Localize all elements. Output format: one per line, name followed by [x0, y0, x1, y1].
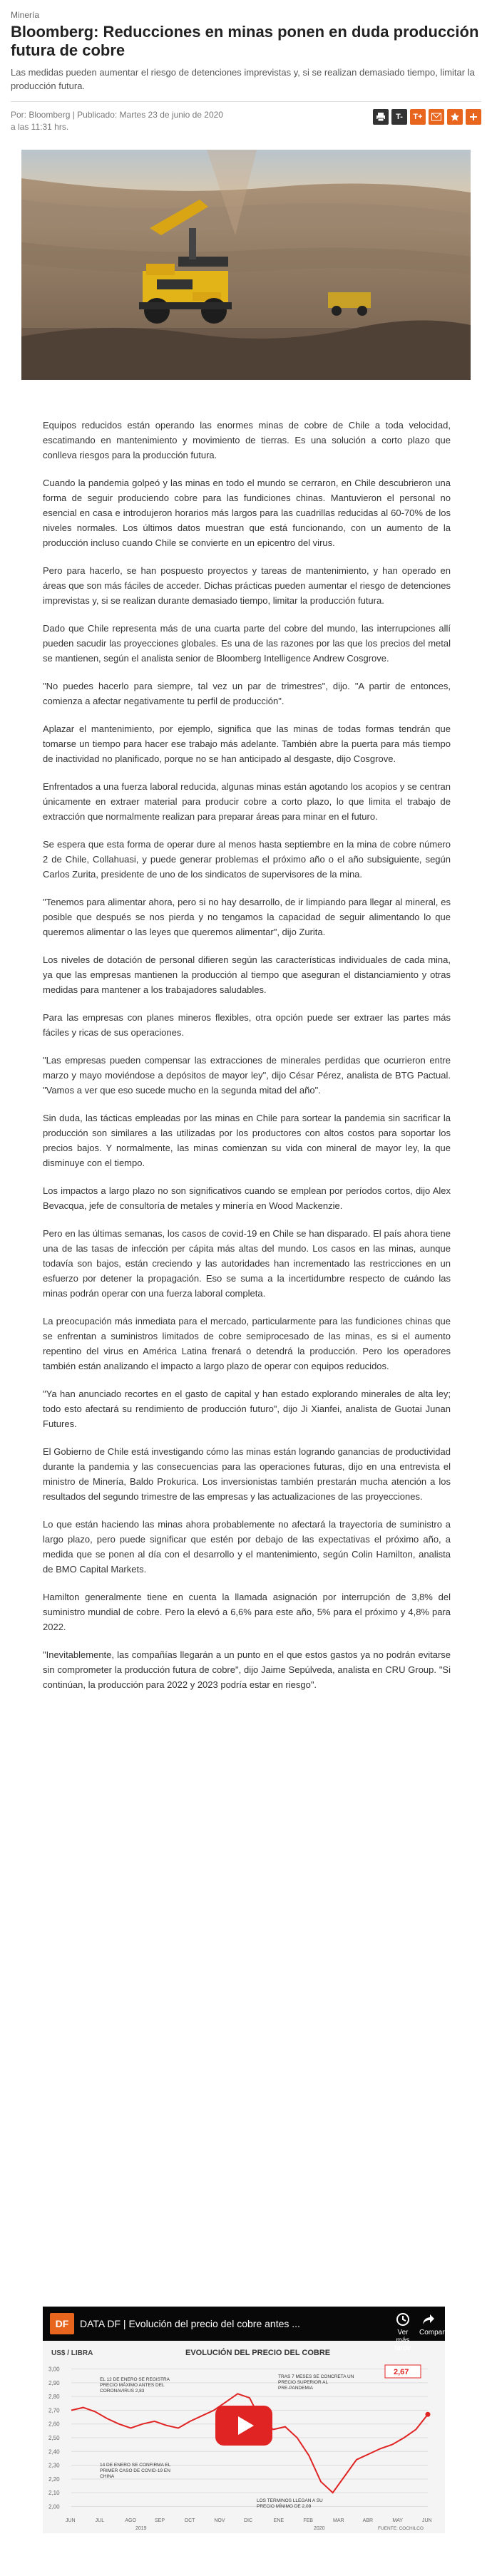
more-icon[interactable] [466, 109, 481, 125]
chart-ytick-label: 2,90 [48, 2379, 60, 2386]
article-paragraph: Se espera que esta forma de operar dure al menos hasta septiembre en la mina de cobre número 2 de Chile, Collahuasi, y puede generar problemas el próximo año o el año subsiguiente, según Carlos Zurita, presidente de uno de los sindicatos de supervisores de la mina. [43, 839, 451, 880]
header-divider [11, 101, 481, 102]
video-player[interactable] [43, 2307, 451, 2533]
chart-ytick-label: 2,00 [48, 2503, 60, 2510]
chart-xtick-label: JUL [95, 2518, 105, 2523]
chart-xtick-label: MAY [392, 2518, 403, 2523]
article-paragraph: "Las empresas pueden compensar las extracciones de minerales perdidas que ocurrieron entre marzo y mayo moviéndose a depósitos de mayor ley", dijo César Pérez, analista de BTG Pactual. "Vamos a ver que eso sucede mucho en la segunda mitad del año". [43, 1055, 451, 1096]
chart-source: FUENTE: COCHILCO [378, 2526, 424, 2531]
chart-year-label: 2019 [135, 2526, 147, 2531]
article-paragraph: "Inevitablemente, las compañías llegarán a un punto en el que estos gastos ya no podrán evitarse sin comprometer la producción futura de cobre", dijo Jaime Sepúlveda, analista en CRU Group. "Si continúan, la producción para 2022 y 2023 podría estar en riesgo". [43, 1649, 451, 1690]
chart-xtick-label: SEP [155, 2518, 165, 2523]
chart-xtick-label: OCT [184, 2518, 195, 2523]
article-paragraph: Enfrentados a una fuerza laboral reducida, algunas minas están agotando los acopios y se centran únicamente en extraer material para producir cobre a corto plazo, lo que limita el trabajo de extracción que normalmente realizan para preparar áreas para minar en el futuro. [43, 781, 451, 822]
article-header [0, 0, 492, 135]
chart-annotation: TRAS 7 MESES SE CONCRETA UN [278, 2374, 354, 2379]
increase-font-button[interactable]: T+ [410, 109, 426, 125]
play-button[interactable] [215, 2406, 272, 2446]
chart-year-label: 2020 [314, 2526, 325, 2531]
article-paragraph: Lo que están haciendo las minas ahora probablemente no afectará la trayectoria de suministro a largo plazo, pero puede significar que estén por debajo de las expectativas el próximo año, a medida que se ponen al día con el desarrollo y el mantenimiento, según Colin Hamilton, analista de BMO Capital Markets. [43, 1519, 451, 1575]
chart-ylabel: US$ / LIBRA [51, 2349, 93, 2357]
chart-annotation: EL 12 DE ENERO SE REGISTRA [100, 2377, 170, 2382]
article-paragraph: Hamilton generalmente tiene en cuenta la llamada asignación por interrupción de 3,8% del suministro mundial de cobre. Pero la elevó a 6,6% para este año, 5% para el próximo y 4,8% para 2022. [43, 1592, 451, 1632]
share-label: Compartir [419, 2329, 451, 2337]
article-paragraph: Pero en las últimas semanas, los casos de covid-19 en Chile se han disparado. El país ahora tiene una de las tasas de infección per cápita más altas del mundo. Los casos en las minas, aunque todavía son bajos, están creciendo y las autoridades han incrementado las restricciones en un esfuerzo por detener la propagación. Eso se suma a la incertidumbre respecto de cuándo las minas podrán operar con una fuerza laboral completa. [43, 1228, 451, 1299]
byline: Por: Bloomberg | Publicado: Martes 23 de junio de 2020 a las 11:31 hrs. [11, 110, 223, 132]
clock-icon [396, 2312, 410, 2327]
page-title: Bloomberg: Reducciones en minas ponen en duda producción futura de cobre [11, 23, 479, 59]
chart-ytick-label: 2,30 [48, 2462, 60, 2469]
article-tools [373, 109, 481, 125]
chart-annotation: PRECIO MÍNIMO DE 2,09 [257, 2504, 312, 2509]
chart-annotation: CORONAVIRUS 2,83 [100, 2389, 145, 2394]
chart-ytick-label: 3,00 [48, 2366, 60, 2373]
byline-row [11, 109, 481, 135]
chart-annotation: PRECIO MÁXIMO ANTES DEL [100, 2383, 165, 2388]
chart-annotation: 14 DE ENERO SE CONFIRMA EL [100, 2463, 171, 2468]
chart-ytick-label: 2,70 [48, 2407, 60, 2414]
article-paragraph: Los impactos a largo plazo no son significativos cuando se emplean por períodos cortos, dijo Alex Bevacqua, jefe de consultoría de metales y minería en Wood Mackenzie. [43, 1185, 451, 1211]
chart-last-point [426, 2412, 431, 2417]
print-icon[interactable] [373, 109, 389, 125]
article-body [43, 418, 451, 1705]
chart-xtick-label: ENE [273, 2518, 285, 2523]
article-paragraph: Para las empresas con planes mineros flexibles, otra opción puede ser extraer las partes más fáciles y ricas de sus operaciones. [43, 1012, 451, 1038]
decrease-font-button[interactable]: T- [391, 109, 407, 125]
df-logo[interactable]: DF [50, 2313, 74, 2334]
chart-annotation: PRIMER CASO DE COVID-19 EN [100, 2468, 170, 2473]
article-paragraph: Dado que Chile representa más de una cuarta parte del cobre del mundo, las interrupciones allí pueden sacudir las proyecciones globales. Es una de las razones por las que los precios del metal se mantienen, según el analista senior de Bloomberg Intelligence Andrew Cosgrove. [43, 623, 451, 664]
article-paragraph: Sin duda, las tácticas empleadas por las minas en Chile para sortear la pandemia sin sacrificar la producción son similares a las utilizadas por los productores con altos costos para soportar los precios bajos. Y normalmente, las minas comienzan su vida con mineral de mayor ley, la que disminuye con el tiempo. [43, 1113, 451, 1168]
play-icon [238, 2416, 254, 2435]
hero-image [21, 150, 471, 380]
chart-ytick-label: 2,80 [48, 2394, 60, 2401]
share-button[interactable] [419, 2312, 451, 2337]
chart-xtick-label: FEB [303, 2518, 313, 2523]
article-paragraph: Aplazar el mantenimiento, por ejemplo, significa que las minas de todas formas tendrán que tomarse un tiempo para hacer ese trabajo más adelante. También abre la puerta para más tiempo de inactividad no planificado, porque no se han anticipado al desgaste, dijo Cosgrove. [43, 723, 451, 764]
chart-xtick-label: DIC [244, 2518, 253, 2523]
article-paragraph: "Tenemos para alimentar ahora, pero si no hay desarrollo, de ir limpiando para llegar al mineral, es posible que después se nos pierda y no tengamos la capacidad de seguir alimentando lo que queremos alimentar o las leyes que queremos alimentar", dijo Zurita. [43, 897, 451, 937]
mail-icon[interactable] [429, 109, 444, 125]
article-paragraph: Pero para hacerlo, se han pospuesto proyectos y tareas de mantenimiento, y han operado en áreas que son más fáciles de acceder. Dichas prácticas pueden aumentar el riesgo de detenciones imprevistas y, si se realizan durante demasiado tiempo, limitar la producción futura. [43, 565, 451, 606]
chart-ytick-label: 2,10 [48, 2490, 60, 2497]
chart-xtick-label: AGO [125, 2518, 136, 2523]
chart-xtick-label: ABR [362, 2518, 374, 2523]
article-paragraph: La preocupación más inmediata para el mercado, particularmente para las fundiciones chinas que se enfrentan a suministros limitados de cobre semiprocesado de las minas, es si el aumento repentino del virus en América Latina frenará o detendrá la producción. Pero los operadores también están analizando el impacto a largo plazo de operar con equipos reducidos. [43, 1316, 451, 1371]
chart-annotation: LOS TERMINOS LLEGAN A SU [257, 2498, 323, 2503]
article-subtitle: Las medidas pueden aumentar el riesgo de detenciones imprevistas y, si se realizan demasiado tiempo, limitar la producción futura. [11, 67, 475, 91]
chart-ytick-label: 2,20 [48, 2475, 60, 2483]
chart-annotation: PRE-PANDEMIA [278, 2386, 313, 2391]
watch-later-button[interactable] [394, 2312, 412, 2352]
video-actions [394, 2312, 451, 2352]
article-paragraph: Cuando la pandemia golpeó y las minas en todo el mundo se cerraron, en Chile descubrieron una forma de seguir produciendo cobre para las fundiciones chinas. Mantuvieron el personal no esencial en casa e introdujeron horarios más largos para las cuadrillas reducidas al 60-70% de los niveles normales. Los últimos datos muestran que está funcionando, con un aumento de la producción incluso cuando Chile se convierte en un epicentro del virus. [43, 478, 451, 548]
bookmark-icon[interactable] [447, 109, 463, 125]
chart-xtick-label: NOV [214, 2518, 225, 2523]
chart-annotation: PRECIO SUPERIOR AL [278, 2380, 329, 2385]
share-icon [421, 2312, 436, 2327]
chart-xtick-label: JUN [66, 2518, 76, 2523]
chart-title: EVOLUCIÓN DEL PRECIO DEL COBRE [185, 2349, 331, 2357]
watch-later-label: Ver más tarde [394, 2329, 411, 2352]
chart-xtick-label: MAR [333, 2518, 344, 2523]
video-title[interactable]: DATA DF | Evolución del precio del cobre antes ... [80, 2318, 300, 2329]
chart-highlight-value: 2,67 [394, 2368, 409, 2376]
chart-ytick-label: 2,40 [48, 2448, 60, 2456]
article-paragraph: El Gobierno de Chile está investigando cómo las minas están logrando ganancias de productividad durante la pandemia y las consecuencias para las operaciones futuras, dijo en una entrevista el ministro de Minería, Baldo Prokurica. Los inversionistas también prestarán mucha atención a los resultados del segundo trimestre de las empresas y las actualizaciones de las proyecciones. [43, 1446, 451, 1502]
chart-annotation: CHINA [100, 2474, 115, 2479]
chart-ytick-label: 2,60 [48, 2421, 60, 2428]
chart-xtick-label: JUN [422, 2518, 432, 2523]
article-paragraph: "Ya han anunciado recortes en el gasto de capital y han estado explorando minerales de alta ley; todo esto afectará su rendimiento de producción futuro", dijo Ji Xianfei, analista de Guotai Junan Futures. [43, 1389, 451, 1429]
article-paragraph: Equipos reducidos están operando las enormes minas de cobre de Chile a toda velocidad, escatimando en mantenimiento y movimiento de tierras. Es una solución a corto plazo que conlleva riesgos para la producción futura. [43, 420, 451, 460]
article-paragraph: Los niveles de dotación de personal difieren según las características individuales de cada mina, ya que las empresas mantienen la producción al tiempo que aseguran el distanciamiento y otras medidas para mantener a los trabajadores saludables. [43, 954, 451, 995]
article-paragraph: "No puedes hacerlo para siempre, tal vez un par de trimestres", dijo. "A partir de entonces, comienza a afectar negativamente tu perfil de producción". [43, 681, 451, 706]
category-label[interactable]: Minería [11, 10, 40, 20]
video-title-bar [43, 2307, 451, 2341]
chart-ytick-label: 2,50 [48, 2435, 60, 2441]
